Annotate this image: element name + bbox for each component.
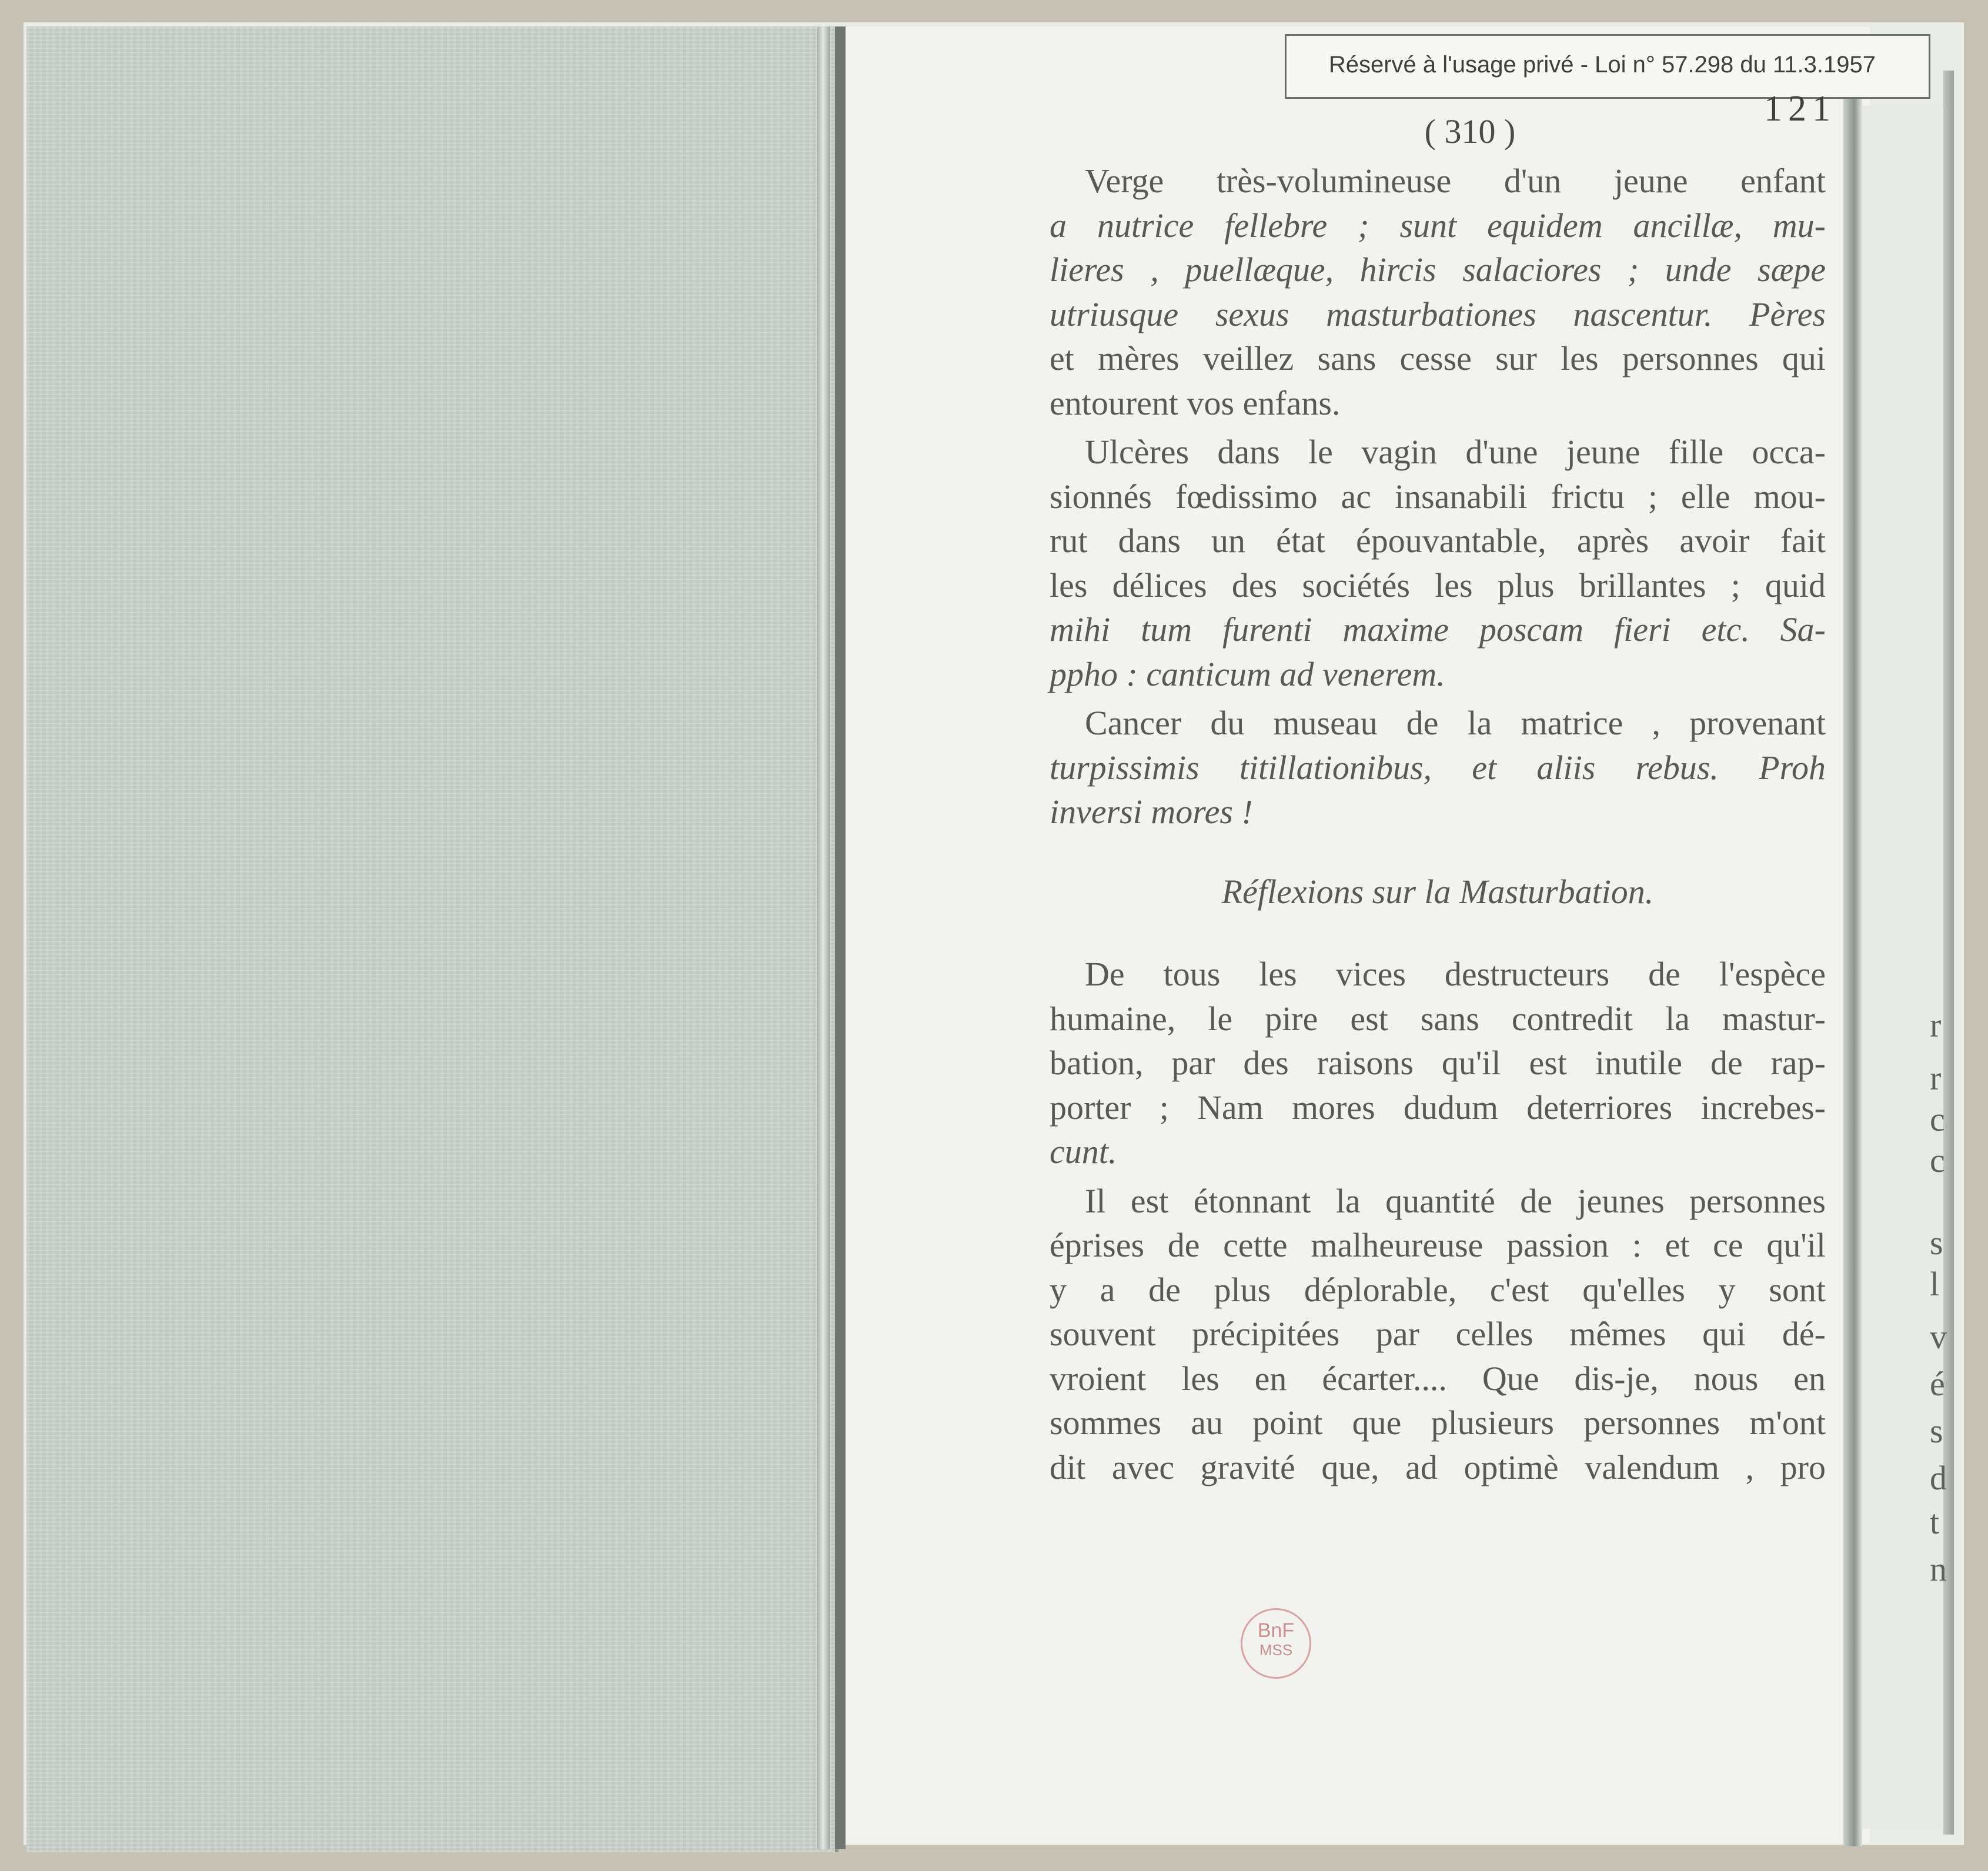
- text-line: sommes au point que plusieurs personnes m'ont: [1050, 1404, 1826, 1442]
- text-line: dit avec gravité que, ad optimè valendum , pro: [1050, 1448, 1826, 1486]
- text-line: y a de plus déplorable, c'est qu'elles y sont: [1050, 1270, 1826, 1309]
- text-line: lieres , puellæque, hircis salaciores ; unde sæpe: [1050, 250, 1826, 289]
- text-line: rut dans un état épouvantable, après avoir fait: [1050, 522, 1826, 560]
- page-number: ( 310 ): [1424, 112, 1516, 151]
- next-page-char: d: [1930, 1459, 1947, 1497]
- text-line: Verge très-volumineuse d'un jeune enfant: [1085, 162, 1826, 200]
- right-page-edge: [1843, 94, 1862, 1846]
- text-line: utriusque sexus masturbationes nascentur. Pères: [1050, 295, 1826, 333]
- usage-notice: Réservé à l'usage privé - Loi n° 57.298 du 11.3.1957: [1328, 52, 1876, 78]
- text-line: cunt.: [1050, 1132, 1117, 1171]
- next-page-char: r: [1930, 1006, 1942, 1044]
- book-gutter: [835, 26, 846, 1849]
- text-line: éprises de cette malheureuse passion : et ce qu'il: [1050, 1226, 1826, 1264]
- text-line: ppho : canticum ad venerem.: [1050, 654, 1445, 693]
- text-line: vroient les en écarter.... Que dis-je, nous en: [1050, 1359, 1826, 1398]
- text-line: inversi mores !: [1050, 793, 1253, 831]
- text-line: sionnés fœdissimo ac insanabili frictu ; elle mou-: [1050, 477, 1826, 516]
- text-line: Ulcères dans le vagin d'une jeune fille occa-: [1085, 433, 1826, 471]
- next-page-char: v: [1930, 1318, 1947, 1356]
- text-line: bation, par des raisons qu'il est inutile de rap-: [1050, 1044, 1826, 1082]
- bnf-library-stamp: [1241, 1608, 1311, 1679]
- text-line: et mères veillez sans cesse sur les personnes qui: [1050, 339, 1826, 377]
- text-line: porter ; Nam mores dudum deterriores increbes-: [1050, 1088, 1826, 1127]
- next-page-char: t: [1930, 1503, 1940, 1541]
- left-page-edge: [817, 26, 830, 1849]
- text-line: mihi tum furenti maxime poscam fieri etc. Sa-: [1050, 610, 1826, 649]
- next-page-char: n: [1930, 1550, 1947, 1588]
- next-page-char: s: [1930, 1412, 1943, 1450]
- text-line: Il est étonnant la quantité de jeunes personnes: [1085, 1181, 1826, 1220]
- next-page-char: é: [1930, 1365, 1945, 1403]
- text-line: a nutrice fellebre ; sunt equidem ancillæ, mu-: [1050, 206, 1826, 245]
- left-page-verso: [26, 26, 838, 1852]
- next-page-char: c: [1930, 1141, 1945, 1180]
- text-line: entourent vos enfans.: [1050, 383, 1341, 422]
- next-page-char: l: [1930, 1265, 1940, 1303]
- text-line: les délices des sociétés les plus brillantes ; quid: [1050, 566, 1826, 604]
- folio-number: 121: [1764, 89, 1836, 129]
- text-line: Cancer du museau de la matrice , provenant: [1085, 704, 1826, 742]
- text-line: De tous les vices destructeurs de l'espèce: [1085, 955, 1826, 993]
- next-page-char: r: [1930, 1059, 1942, 1097]
- stamp-line: BnF: [1257, 1619, 1295, 1642]
- stamp-line: MSS: [1259, 1641, 1293, 1659]
- text-line: turpissimis titillationibus, et aliis rebus. Proh: [1050, 748, 1826, 787]
- next-page-char: s: [1930, 1224, 1943, 1262]
- page-text: [1050, 159, 1826, 1489]
- text-line: humaine, le pire est sans contredit la mastur-: [1050, 999, 1826, 1038]
- section-heading: Réflexions sur la Masturbation.: [1221, 872, 1654, 911]
- text-line: souvent précipitées par celles mêmes qui dé-: [1050, 1315, 1826, 1353]
- next-page-char: c: [1930, 1100, 1945, 1138]
